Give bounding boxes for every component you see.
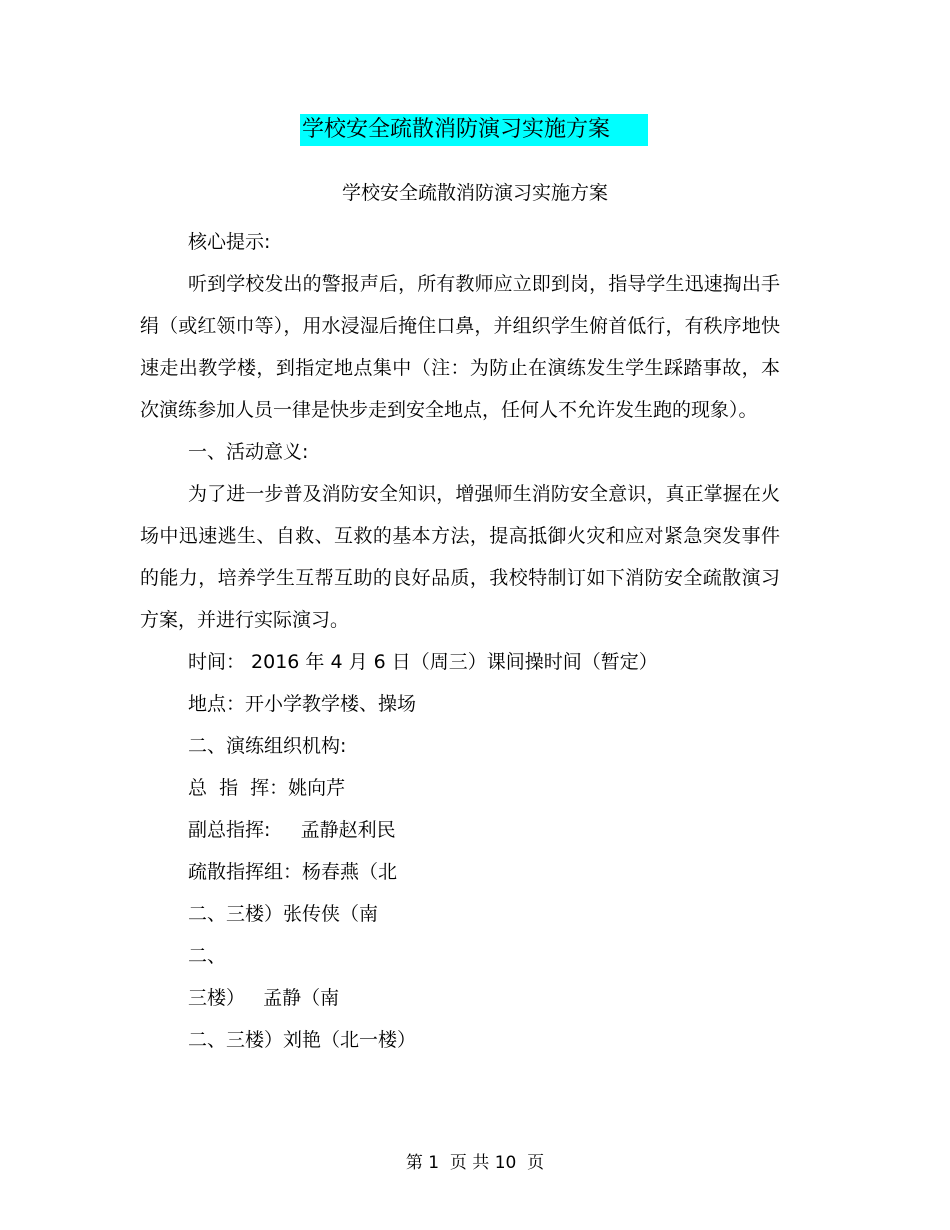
paragraph-section-one-heading: 一、活动意义: [188, 441, 309, 463]
highlighted-title-text: 学校安全疏散消防演习实施方案 [302, 117, 611, 142]
paragraph-evacuation-group: 疏散指挥组：杨春燕（北 [188, 861, 398, 883]
paragraph-location: 地点：开小学教学楼、操场 [188, 693, 417, 715]
page-footer: 第 1 页 共 10 页 [405, 1153, 545, 1173]
paragraph-floor-assignment-1: 二、三楼）张传侠（南 [188, 903, 379, 925]
paragraph-commander: 总 指 挥：姚向芹 [188, 777, 346, 799]
paragraph-core-tip-heading: 核心提示: [188, 231, 271, 253]
paragraph-floor-assignment-4: 二、三楼）刘艳（北一楼） [188, 1029, 417, 1051]
paragraph-deputy-commander: 副总指挥: 孟静赵利民 [188, 819, 396, 841]
paragraph-floor-assignment-2: 二、 [188, 945, 227, 967]
paragraph-core-tip: 听到学校发出的警报声后，所有教师应立即到岗，指导学生迅速掏出手绢（或红领巾等），用水浸湿后掩住口鼻，并组织学生俯首低行，有秩序地快速走出教学楼，到指定地点集中（注：为防止在演练发生学生踩踏事故，本次演练参加人员一律是快步走到安全地点，任何人不允许发生跑的现象）。 [140, 273, 780, 421]
paragraph-section-two-heading: 二、演练组织机构: [188, 735, 347, 757]
paragraph-time: 时间： 2016 年 4 月 6 日（周三）课间操时间（暂定） [188, 651, 658, 673]
paragraph-floor-assignment-3: 三楼） 孟静（南 [188, 987, 340, 1009]
paragraph-activity-significance: 为了进一步普及消防安全知识，增强师生消防安全意识，真正掌握在火场中迅速逃生、自救、互救的基本方法，提高抵御火灾和应对紧急突发事件的能力，培养学生互帮互助的良好品质，我校特制订如下消防安全疏散演习方案，并进行实际演习。 [140, 483, 780, 631]
highlighted-title [300, 114, 648, 146]
document-body [140, 221, 780, 1061]
document-title: 学校安全疏散消防演习实施方案 [341, 182, 608, 204]
